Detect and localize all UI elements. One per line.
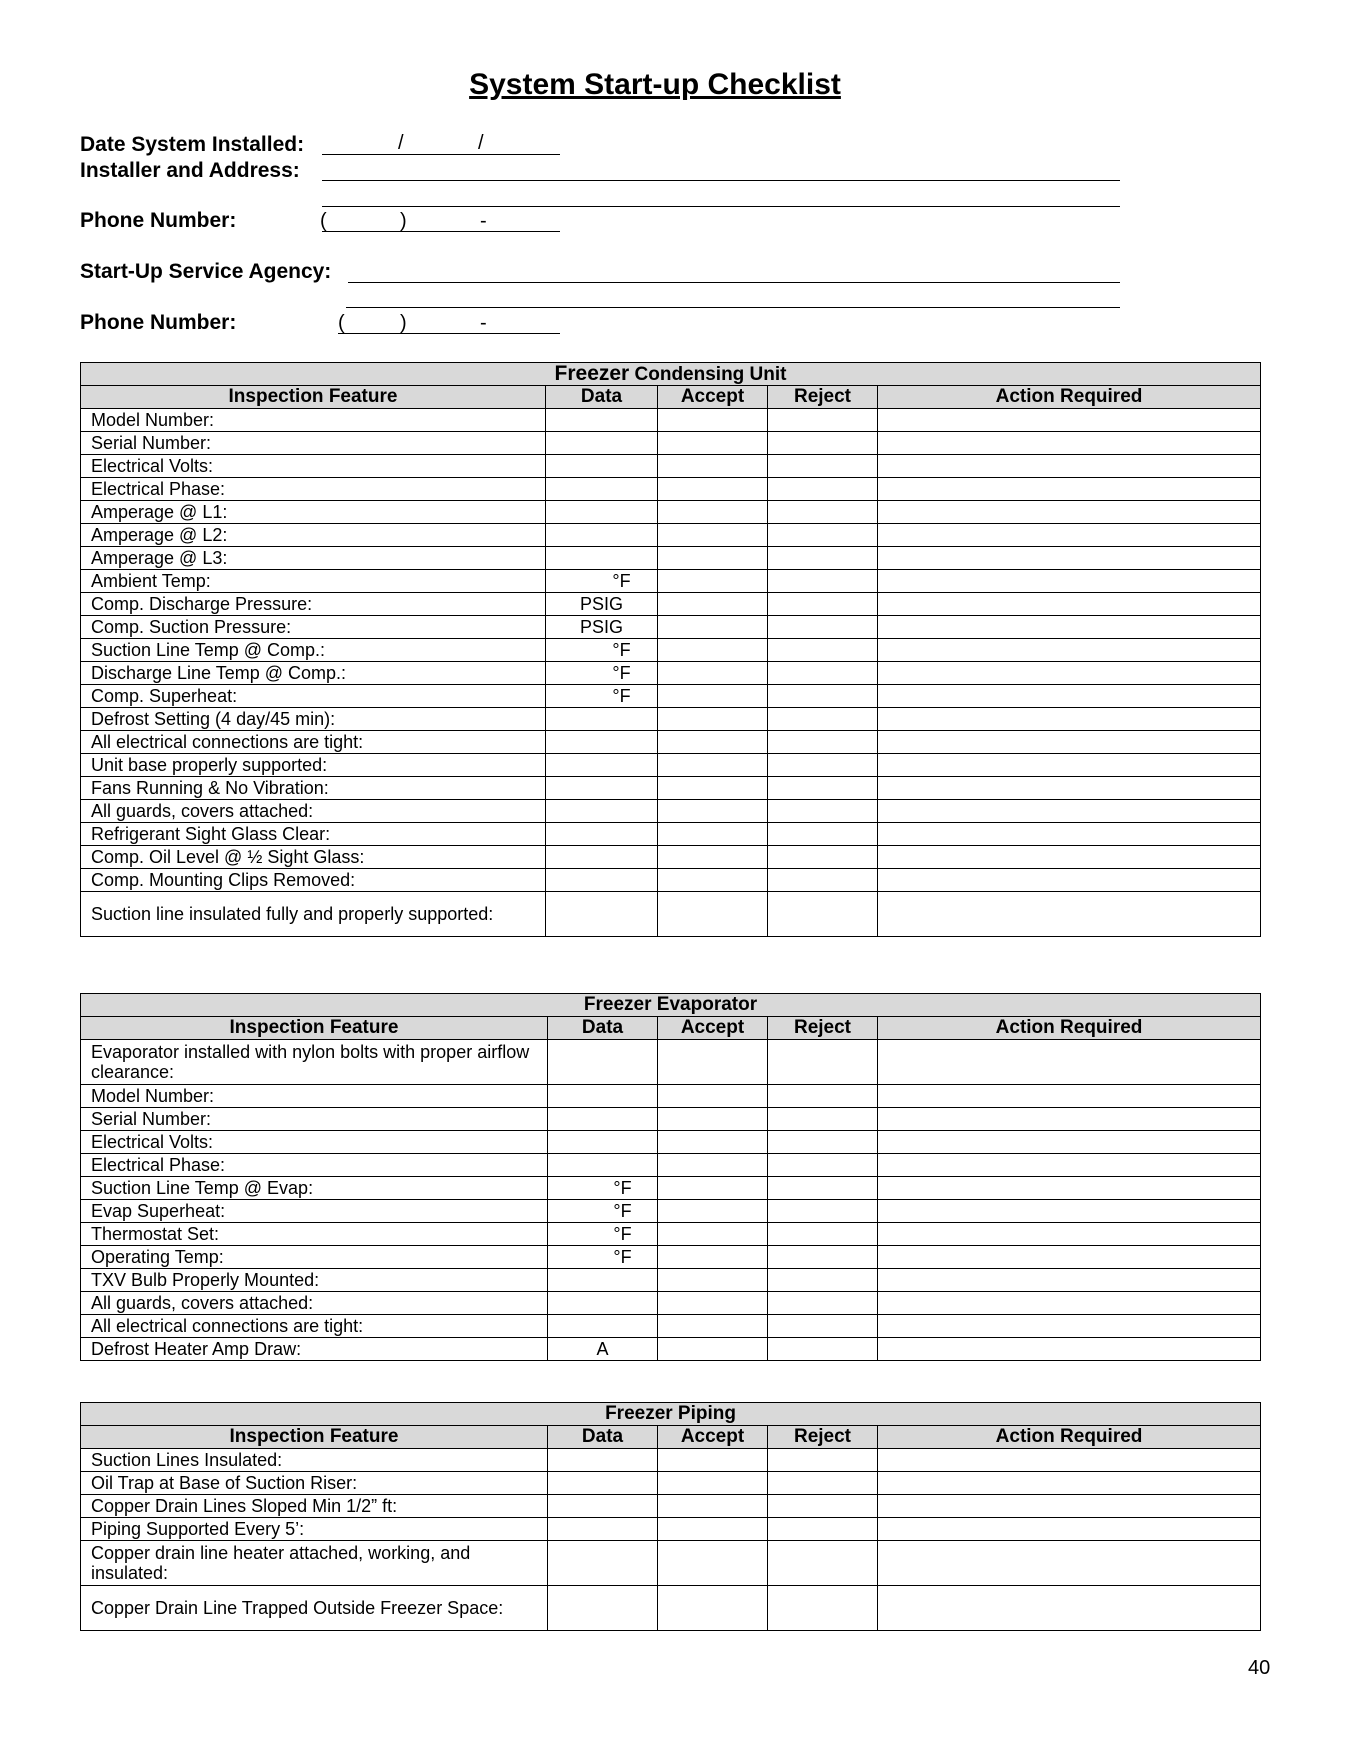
- feature-cell: Comp. Suction Pressure:: [81, 616, 546, 639]
- action-required-cell[interactable]: [878, 1177, 1261, 1200]
- reject-cell[interactable]: [768, 662, 878, 685]
- data-cell[interactable]: [546, 455, 658, 478]
- accept-cell[interactable]: [658, 1269, 768, 1292]
- table-row: [81, 1269, 1261, 1292]
- feature-cell: Suction Line Temp @ Evap:: [81, 1177, 548, 1200]
- condensing-unit-table: [80, 362, 1261, 937]
- action-required-cell[interactable]: [878, 800, 1261, 823]
- accept-cell[interactable]: [658, 685, 768, 708]
- accept-cell[interactable]: [658, 501, 768, 524]
- data-cell[interactable]: °F: [548, 1223, 658, 1246]
- action-required-cell[interactable]: [878, 1518, 1261, 1541]
- data-cell[interactable]: [546, 800, 658, 823]
- column-header-reject: Reject: [768, 386, 878, 409]
- feature-cell: Evap Superheat:: [81, 1200, 548, 1223]
- table-row: [81, 800, 1261, 823]
- action-required-cell[interactable]: [878, 409, 1261, 432]
- feature-cell: Suction Line Temp @ Comp.:: [81, 639, 546, 662]
- action-required-cell[interactable]: [878, 1315, 1261, 1338]
- table-row: [81, 616, 1261, 639]
- reject-cell[interactable]: [768, 1085, 878, 1108]
- data-cell[interactable]: °F: [546, 662, 658, 685]
- feature-cell: Fans Running & No Vibration:: [81, 777, 546, 800]
- data-cell[interactable]: [548, 1154, 658, 1177]
- reject-cell[interactable]: [768, 1154, 878, 1177]
- reject-cell[interactable]: [768, 1292, 878, 1315]
- reject-cell[interactable]: [768, 455, 878, 478]
- action-required-cell[interactable]: [878, 524, 1261, 547]
- feature-cell: Refrigerant Sight Glass Clear:: [81, 823, 546, 846]
- data-cell[interactable]: °F: [548, 1200, 658, 1223]
- data-cell[interactable]: °F: [546, 685, 658, 708]
- data-cell[interactable]: °F: [548, 1246, 658, 1269]
- data-cell[interactable]: [546, 524, 658, 547]
- action-required-cell[interactable]: [878, 1200, 1261, 1223]
- table-row: [81, 731, 1261, 754]
- action-required-cell[interactable]: [878, 823, 1261, 846]
- data-cell[interactable]: [548, 1085, 658, 1108]
- accept-cell[interactable]: [658, 1518, 768, 1541]
- action-required-cell[interactable]: [878, 1154, 1261, 1177]
- data-cell[interactable]: [546, 501, 658, 524]
- action-required-cell[interactable]: [878, 846, 1261, 869]
- reject-cell[interactable]: [768, 478, 878, 501]
- date-installed-field[interactable]: [322, 154, 560, 155]
- accept-cell[interactable]: [658, 1131, 768, 1154]
- accept-cell[interactable]: [658, 1541, 768, 1586]
- evaporator-table: [80, 993, 1261, 1361]
- reject-cell[interactable]: [768, 1541, 878, 1586]
- reject-cell[interactable]: [768, 1449, 878, 1472]
- accept-cell[interactable]: [658, 1040, 768, 1085]
- reject-cell[interactable]: [768, 1200, 878, 1223]
- accept-cell[interactable]: [658, 1154, 768, 1177]
- feature-cell: Defrost Setting (4 day/45 min):: [81, 708, 546, 731]
- feature-cell: Operating Temp:: [81, 1246, 548, 1269]
- reject-cell[interactable]: [768, 1472, 878, 1495]
- data-cell[interactable]: [548, 1472, 658, 1495]
- action-required-cell[interactable]: [878, 1472, 1261, 1495]
- action-required-cell[interactable]: [878, 731, 1261, 754]
- column-header-feature: Inspection Feature: [81, 1426, 548, 1449]
- reject-cell[interactable]: [768, 1177, 878, 1200]
- feature-cell: Amperage @ L3:: [81, 547, 546, 570]
- reject-cell[interactable]: [768, 823, 878, 846]
- reject-cell[interactable]: [768, 731, 878, 754]
- feature-cell: Model Number:: [81, 1085, 548, 1108]
- table-row: [81, 685, 1261, 708]
- data-cell[interactable]: [548, 1108, 658, 1131]
- reject-cell[interactable]: [768, 547, 878, 570]
- data-cell[interactable]: [546, 823, 658, 846]
- action-required-cell[interactable]: [878, 1495, 1261, 1518]
- accept-cell[interactable]: [658, 1495, 768, 1518]
- table-row: [81, 1200, 1261, 1223]
- column-header-reject: Reject: [768, 1017, 878, 1040]
- accept-cell[interactable]: [658, 1472, 768, 1495]
- column-header-data: Data: [548, 1426, 658, 1449]
- data-cell[interactable]: [548, 1315, 658, 1338]
- column-header-data: Data: [548, 1017, 658, 1040]
- column-header-action: Action Required: [878, 386, 1261, 409]
- service-agency-field[interactable]: [348, 282, 1120, 283]
- action-required-cell[interactable]: [878, 1040, 1261, 1085]
- feature-cell: Piping Supported Every 5’:: [81, 1518, 548, 1541]
- table-row: [81, 1246, 1261, 1269]
- action-required-cell[interactable]: [878, 1292, 1261, 1315]
- feature-cell: Comp. Discharge Pressure:: [81, 593, 546, 616]
- data-cell[interactable]: [546, 708, 658, 731]
- action-required-cell[interactable]: [878, 1085, 1261, 1108]
- column-header-feature: Inspection Feature: [81, 1017, 548, 1040]
- table-caption: Freezer Condensing Unit: [81, 363, 1261, 386]
- action-required-cell[interactable]: [878, 708, 1261, 731]
- accept-cell[interactable]: [658, 708, 768, 731]
- table-row: [81, 409, 1261, 432]
- installer-address-field-line2[interactable]: [322, 206, 1120, 207]
- data-cell[interactable]: A: [548, 1338, 658, 1361]
- installer-phone-field[interactable]: [322, 231, 560, 232]
- column-header-feature: Inspection Feature: [81, 386, 546, 409]
- table-row: [81, 524, 1261, 547]
- date-separator-1: /: [398, 132, 404, 154]
- installer-address-label: Installer and Address:: [80, 159, 300, 182]
- accept-cell[interactable]: [658, 1108, 768, 1131]
- data-cell[interactable]: PSIG: [546, 593, 658, 616]
- reject-cell[interactable]: [768, 1269, 878, 1292]
- table-row: [81, 708, 1261, 731]
- accept-cell[interactable]: [658, 570, 768, 593]
- table-row: [81, 1223, 1261, 1246]
- accept-cell[interactable]: [658, 524, 768, 547]
- data-cell[interactable]: [546, 777, 658, 800]
- reject-cell[interactable]: [768, 570, 878, 593]
- service-agency-field-line2[interactable]: [346, 307, 1120, 308]
- piping-table: [80, 1402, 1261, 1631]
- reject-cell[interactable]: [768, 869, 878, 892]
- action-required-cell[interactable]: [878, 777, 1261, 800]
- agency-phone-label: Phone Number:: [80, 311, 237, 334]
- feature-cell: Oil Trap at Base of Suction Riser:: [81, 1472, 548, 1495]
- feature-cell: Electrical Volts:: [81, 455, 546, 478]
- column-header-action: Action Required: [878, 1017, 1261, 1040]
- accept-cell[interactable]: [658, 1315, 768, 1338]
- accept-cell[interactable]: [658, 455, 768, 478]
- feature-cell: Comp. Superheat:: [81, 685, 546, 708]
- table-row: [81, 593, 1261, 616]
- reject-cell[interactable]: [768, 1338, 878, 1361]
- table-row: [81, 1131, 1261, 1154]
- table-row: [81, 432, 1261, 455]
- column-header-accept: Accept: [658, 1017, 768, 1040]
- action-required-cell[interactable]: [878, 754, 1261, 777]
- feature-cell: Evaporator installed with nylon bolts with proper airflow clearance:: [81, 1040, 548, 1085]
- feature-cell: All electrical connections are tight:: [81, 1315, 548, 1338]
- table-row: [81, 570, 1261, 593]
- data-cell[interactable]: [548, 1269, 658, 1292]
- feature-cell: Defrost Heater Amp Draw:: [81, 1338, 548, 1361]
- table-row: [81, 823, 1261, 846]
- accept-cell[interactable]: [658, 478, 768, 501]
- table-row: [81, 1495, 1261, 1518]
- action-required-cell[interactable]: [878, 1338, 1261, 1361]
- feature-cell: Unit base properly supported:: [81, 754, 546, 777]
- reject-cell[interactable]: [768, 708, 878, 731]
- date-separator-2: /: [478, 132, 484, 154]
- table-row: [81, 754, 1261, 777]
- feature-cell: Electrical Volts:: [81, 1131, 548, 1154]
- action-required-cell[interactable]: [878, 593, 1261, 616]
- date-installed-label: Date System Installed:: [80, 133, 305, 156]
- installer-phone-label: Phone Number:: [80, 209, 237, 232]
- action-required-cell[interactable]: [878, 478, 1261, 501]
- feature-cell: Electrical Phase:: [81, 478, 546, 501]
- reject-cell[interactable]: [768, 1223, 878, 1246]
- accept-cell[interactable]: [658, 846, 768, 869]
- accept-cell[interactable]: [658, 892, 768, 937]
- feature-cell: Suction Lines Insulated:: [81, 1449, 548, 1472]
- phone-dash: -: [480, 210, 487, 232]
- table-row: [81, 1108, 1261, 1131]
- reject-cell[interactable]: [768, 754, 878, 777]
- table-row: [81, 662, 1261, 685]
- feature-cell: TXV Bulb Properly Mounted:: [81, 1269, 548, 1292]
- feature-cell: Electrical Phase:: [81, 1154, 548, 1177]
- data-cell[interactable]: PSIG: [546, 616, 658, 639]
- action-required-cell[interactable]: [878, 1586, 1261, 1631]
- action-required-cell[interactable]: [878, 616, 1261, 639]
- phone-dash: -: [480, 312, 487, 334]
- data-cell[interactable]: [548, 1541, 658, 1586]
- table-row: [81, 1085, 1261, 1108]
- reject-cell[interactable]: [768, 1315, 878, 1338]
- data-cell[interactable]: [548, 1586, 658, 1631]
- reject-cell[interactable]: [768, 1586, 878, 1631]
- phone-close-paren: ): [400, 210, 407, 232]
- data-cell[interactable]: [546, 432, 658, 455]
- table-row: [81, 1292, 1261, 1315]
- table-row: [81, 501, 1261, 524]
- table-row: [81, 846, 1261, 869]
- table-row: [81, 1177, 1261, 1200]
- accept-cell[interactable]: [658, 1177, 768, 1200]
- table-row: [81, 1518, 1261, 1541]
- table-row: [81, 777, 1261, 800]
- accept-cell[interactable]: [658, 1449, 768, 1472]
- reject-cell[interactable]: [768, 432, 878, 455]
- data-cell[interactable]: [546, 731, 658, 754]
- data-cell[interactable]: [546, 869, 658, 892]
- reject-cell[interactable]: [768, 1040, 878, 1085]
- data-cell[interactable]: [546, 892, 658, 937]
- column-header-data: Data: [546, 386, 658, 409]
- action-required-cell[interactable]: [878, 501, 1261, 524]
- feature-cell: Comp. Oil Level @ ½ Sight Glass:: [81, 846, 546, 869]
- data-cell[interactable]: [546, 547, 658, 570]
- reject-cell[interactable]: [768, 524, 878, 547]
- service-agency-label: Start-Up Service Agency:: [80, 260, 332, 283]
- feature-cell: Serial Number:: [81, 1108, 548, 1131]
- data-cell[interactable]: [548, 1131, 658, 1154]
- action-required-cell[interactable]: [878, 892, 1261, 937]
- feature-cell: Copper Drain Line Trapped Outside Freezer Space:: [81, 1586, 548, 1631]
- data-cell[interactable]: [546, 846, 658, 869]
- action-required-cell[interactable]: [878, 869, 1261, 892]
- accept-cell[interactable]: [658, 731, 768, 754]
- accept-cell[interactable]: [658, 1338, 768, 1361]
- action-required-cell[interactable]: [878, 432, 1261, 455]
- accept-cell[interactable]: [658, 1292, 768, 1315]
- table-row: [81, 869, 1261, 892]
- accept-cell[interactable]: [658, 432, 768, 455]
- phone-open-paren: (: [320, 210, 327, 232]
- data-cell[interactable]: °F: [546, 570, 658, 593]
- installer-address-field[interactable]: [322, 180, 1120, 181]
- accept-cell[interactable]: [658, 777, 768, 800]
- feature-cell: Comp. Mounting Clips Removed:: [81, 869, 546, 892]
- column-header-accept: Accept: [658, 1426, 768, 1449]
- table-row: [81, 1338, 1261, 1361]
- action-required-cell[interactable]: [878, 1541, 1261, 1586]
- reject-cell[interactable]: [768, 409, 878, 432]
- reject-cell[interactable]: [768, 800, 878, 823]
- table-row: [81, 1472, 1261, 1495]
- feature-cell: All guards, covers attached:: [81, 800, 546, 823]
- accept-cell[interactable]: [658, 1586, 768, 1631]
- feature-cell: Copper drain line heater attached, working, and insulated:: [81, 1541, 548, 1586]
- data-cell[interactable]: °F: [546, 639, 658, 662]
- page-number: 40: [1248, 1657, 1271, 1679]
- reject-cell[interactable]: [768, 616, 878, 639]
- feature-cell: Amperage @ L2:: [81, 524, 546, 547]
- action-required-cell[interactable]: [878, 1131, 1261, 1154]
- table-caption: Freezer Piping: [81, 1403, 1261, 1426]
- action-required-cell[interactable]: [878, 1269, 1261, 1292]
- action-required-cell[interactable]: [878, 662, 1261, 685]
- action-required-cell[interactable]: [878, 1108, 1261, 1131]
- table-row: [81, 1040, 1261, 1085]
- column-header-action: Action Required: [878, 1426, 1261, 1449]
- feature-cell: All electrical connections are tight:: [81, 731, 546, 754]
- reject-cell[interactable]: [768, 593, 878, 616]
- action-required-cell[interactable]: [878, 1449, 1261, 1472]
- table-row: [81, 547, 1261, 570]
- page-title: System Start-up Checklist: [469, 68, 841, 101]
- feature-cell: Ambient Temp:: [81, 570, 546, 593]
- accept-cell[interactable]: [658, 547, 768, 570]
- data-cell[interactable]: [546, 409, 658, 432]
- feature-cell: Copper Drain Lines Sloped Min 1/2” ft:: [81, 1495, 548, 1518]
- accept-cell[interactable]: [658, 800, 768, 823]
- accept-cell[interactable]: [658, 869, 768, 892]
- data-cell[interactable]: [548, 1518, 658, 1541]
- table-row: [81, 478, 1261, 501]
- data-cell[interactable]: [548, 1495, 658, 1518]
- table-caption: Freezer Evaporator: [81, 994, 1261, 1017]
- table-row: [81, 639, 1261, 662]
- reject-cell[interactable]: [768, 1518, 878, 1541]
- data-cell[interactable]: [546, 478, 658, 501]
- column-header-reject: Reject: [768, 1426, 878, 1449]
- column-header-accept: Accept: [658, 386, 768, 409]
- accept-cell[interactable]: [658, 1246, 768, 1269]
- reject-cell[interactable]: [768, 639, 878, 662]
- table-row: [81, 1586, 1261, 1631]
- feature-cell: Discharge Line Temp @ Comp.:: [81, 662, 546, 685]
- phone-close-paren: ): [400, 312, 407, 334]
- action-required-cell[interactable]: [878, 455, 1261, 478]
- data-cell[interactable]: [546, 754, 658, 777]
- reject-cell[interactable]: [768, 501, 878, 524]
- action-required-cell[interactable]: [878, 685, 1261, 708]
- table-row: [81, 892, 1261, 937]
- data-cell[interactable]: [548, 1449, 658, 1472]
- feature-cell: Thermostat Set:: [81, 1223, 548, 1246]
- reject-cell[interactable]: [768, 685, 878, 708]
- action-required-cell[interactable]: [878, 570, 1261, 593]
- action-required-cell[interactable]: [878, 639, 1261, 662]
- reject-cell[interactable]: [768, 1495, 878, 1518]
- action-required-cell[interactable]: [878, 1223, 1261, 1246]
- accept-cell[interactable]: [658, 754, 768, 777]
- table-row: [81, 1154, 1261, 1177]
- accept-cell[interactable]: [658, 409, 768, 432]
- data-cell[interactable]: [548, 1040, 658, 1085]
- accept-cell[interactable]: [658, 1200, 768, 1223]
- reject-cell[interactable]: [768, 892, 878, 937]
- reject-cell[interactable]: [768, 1131, 878, 1154]
- reject-cell[interactable]: [768, 777, 878, 800]
- action-required-cell[interactable]: [878, 547, 1261, 570]
- phone-open-paren: (: [338, 312, 345, 334]
- reject-cell[interactable]: [768, 846, 878, 869]
- reject-cell[interactable]: [768, 1108, 878, 1131]
- accept-cell[interactable]: [658, 1223, 768, 1246]
- table-row: [81, 1449, 1261, 1472]
- feature-cell: All guards, covers attached:: [81, 1292, 548, 1315]
- feature-cell: Amperage @ L1:: [81, 501, 546, 524]
- accept-cell[interactable]: [658, 639, 768, 662]
- table-row: [81, 1541, 1261, 1586]
- accept-cell[interactable]: [658, 662, 768, 685]
- feature-cell: Model Number:: [81, 409, 546, 432]
- accept-cell[interactable]: [658, 593, 768, 616]
- table-row: [81, 1315, 1261, 1338]
- data-cell[interactable]: °F: [548, 1177, 658, 1200]
- feature-cell: Serial Number:: [81, 432, 546, 455]
- reject-cell[interactable]: [768, 1246, 878, 1269]
- accept-cell[interactable]: [658, 1085, 768, 1108]
- accept-cell[interactable]: [658, 823, 768, 846]
- action-required-cell[interactable]: [878, 1246, 1261, 1269]
- accept-cell[interactable]: [658, 616, 768, 639]
- data-cell[interactable]: [548, 1292, 658, 1315]
- feature-cell: Suction line insulated fully and properly supported:: [81, 892, 546, 937]
- table-row: [81, 455, 1261, 478]
- agency-phone-field[interactable]: [338, 333, 560, 334]
